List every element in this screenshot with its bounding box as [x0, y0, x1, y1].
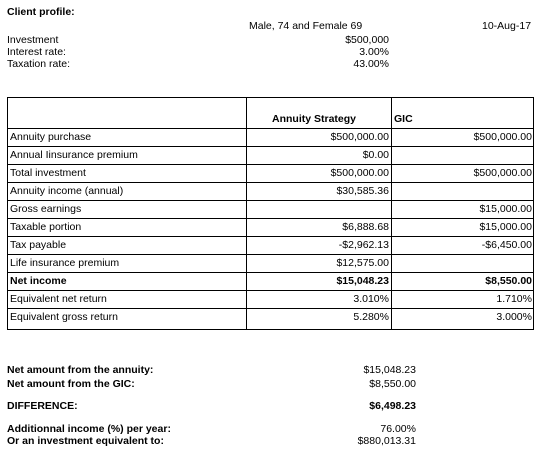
annuity-value: -$2,962.13 [338, 239, 389, 251]
gic-value: 3.000% [496, 311, 532, 323]
row-label-equivalent-net-return: Equivalent net return [10, 293, 107, 305]
row-label-total-investment: Total investment [10, 167, 86, 179]
report-date: 10-Aug-17 [482, 20, 532, 32]
header-gic: GIC [394, 113, 413, 125]
annuity-value: 5.280% [353, 311, 389, 323]
gic-value: $15,000.00 [479, 221, 532, 233]
investment-equivalent-value: $880,013.31 [357, 435, 416, 447]
annuity-value: $500,000.00 [330, 131, 389, 143]
taxation-rate-label: Taxation rate: [7, 58, 71, 70]
annuity-value: $0.00 [362, 149, 389, 161]
gic-value: $8,550.00 [485, 275, 532, 287]
gic-value: $15,000.00 [479, 203, 532, 215]
row-label-taxable-portion: Taxable portion [10, 221, 82, 233]
interest-rate-label: Interest rate: [7, 46, 66, 58]
investment-equivalent-label: Or an investment equivalent to: [7, 435, 164, 447]
row-label-life-insurance-premium: Life insurance premium [10, 257, 120, 269]
gic-value: -$6,450.00 [481, 239, 532, 251]
row-label-annuity-purchase: Annuity purchase [10, 131, 92, 143]
taxation-rate-value: 43.00% [353, 58, 389, 70]
annuity-value: $6,888.68 [342, 221, 389, 233]
gic-value: $500,000.00 [473, 131, 532, 143]
row-label-tax-payable: Tax payable [10, 239, 67, 251]
net-gic-value: $8,550.00 [369, 378, 416, 390]
row-label-annuity-income: Annuity income (annual) [10, 185, 124, 197]
net-annuity-value: $15,048.23 [363, 364, 416, 376]
gic-value: 1.710% [496, 293, 532, 305]
annuity-value: $500,000.00 [330, 167, 389, 179]
row-label-gross-earnings: Gross earnings [10, 203, 82, 215]
additional-income-label: Additionnal income (%) per year: [7, 423, 171, 435]
annuity-value: 3.010% [353, 293, 389, 305]
row-label-insurance-premium: Annual Iinsurance premium [10, 149, 138, 161]
row-label-equivalent-gross-return: Equivalent gross return [10, 311, 118, 323]
header-annuity-strategy: Annuity Strategy [272, 113, 357, 125]
investment-value: $500,000 [345, 34, 389, 46]
interest-rate-value: 3.00% [359, 46, 389, 58]
net-gic-label: Net amount from the GIC: [7, 378, 135, 390]
gic-value [391, 182, 532, 200]
annuity-value: $30,585.36 [336, 185, 389, 197]
gic-value: $500,000.00 [473, 167, 532, 179]
client-description: Male, 74 and Female 69 [249, 20, 363, 32]
gic-value [391, 254, 532, 272]
annuity-value: $15,048.23 [336, 275, 389, 287]
gic-value [391, 146, 532, 164]
difference-value: $6,498.23 [369, 400, 416, 412]
annuity-value [246, 200, 389, 218]
comparison-table [7, 97, 534, 330]
row-label-net-income: Net income [10, 275, 67, 287]
investment-label: Investment [7, 34, 59, 46]
client-profile-title: Client profile: [7, 6, 75, 18]
net-annuity-label: Net amount from the annuity: [7, 364, 154, 376]
additional-income-value: 76.00% [380, 423, 416, 435]
difference-label: DIFFERENCE: [7, 400, 78, 412]
annuity-value: $12,575.00 [336, 257, 389, 269]
